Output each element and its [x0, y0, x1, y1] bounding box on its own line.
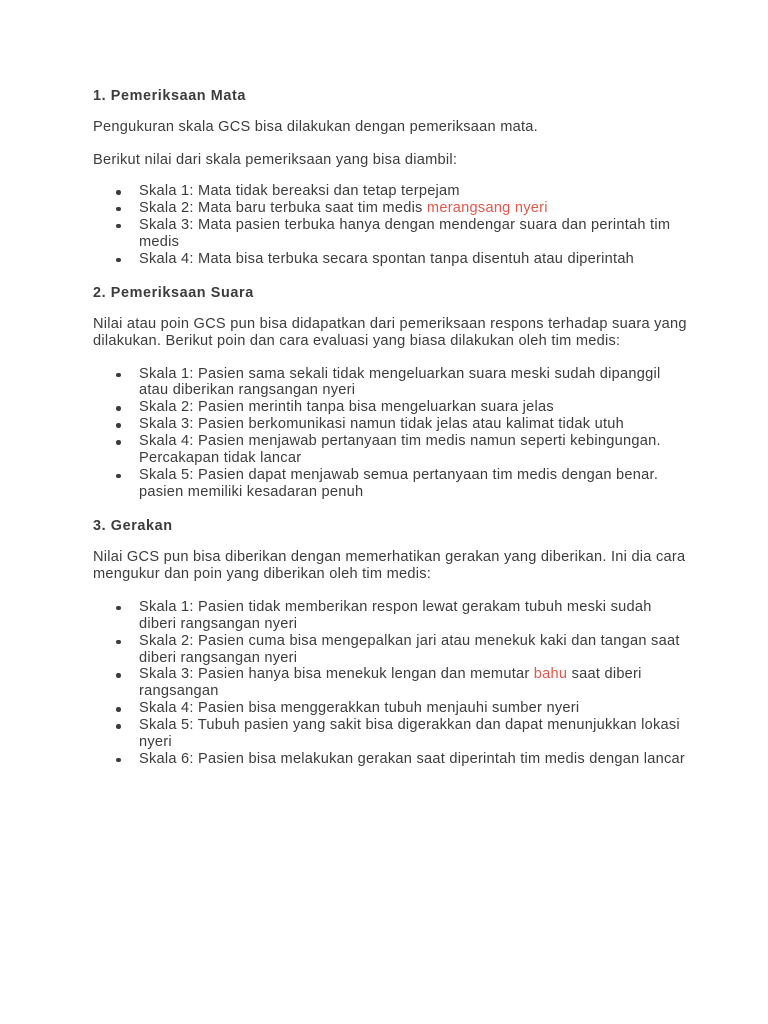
- list-item: Skala 4: Pasien bisa menggerakkan tubuh menjauhi sumber nyeri: [139, 700, 693, 717]
- list-item: [139, 200, 693, 217]
- list-item: Skala 5: Pasien dapat menjawab semua pertanyaan tim medis dengan benar. pasien memiliki kesadaran penuh: [139, 467, 693, 501]
- link-bahu[interactable]: bahu: [533, 666, 568, 683]
- list-item: Skala 6: Pasien bisa melakukan gerakan saat diperintah tim medis dengan lancar: [139, 751, 693, 768]
- section-intro: Pengukuran skala GCS bisa dilakukan dengan pemeriksaan mata.: [93, 119, 538, 135]
- list-item: Skala 3: Pasien berkomunikasi namun tidak jelas atau kalimat tidak utuh: [139, 416, 693, 433]
- list-item: [139, 666, 693, 700]
- section-heading-gerakan: 3. Gerakan: [93, 517, 173, 534]
- section-lead: Berikut nilai dari skala pemeriksaan yang bisa diambil:: [93, 152, 458, 168]
- section-intro: Nilai atau poin GCS pun bisa didapatkan dari pemeriksaan respons terhadap suara yang dilakukan. Berikut poin dan cara evaluasi yang biasa dilakukan oleh tim medis:: [93, 315, 687, 349]
- list-item: Skala 1: Mata tidak bereaksi dan tetap terpejam: [139, 183, 693, 200]
- link-merangsang-nyeri[interactable]: merangsang nyeri: [426, 199, 548, 216]
- list-item: Skala 3: Mata pasien terbuka hanya dengan mendengar suara dan perintah tim medis: [139, 217, 693, 251]
- list-item: Skala 4: Mata bisa terbuka secara spontan tanpa disentuh atau diperintah: [139, 251, 693, 268]
- list-item: Skala 2: Pasien cuma bisa mengepalkan jari atau menekuk kaki dan tangan saat diberi rangsangan nyeri: [139, 633, 693, 667]
- list-item: Skala 1: Pasien tidak memberikan respon lewat gerakam tubuh meski sudah diberi rangsangan nyeri: [139, 599, 693, 633]
- list-item-text: Skala 2: Mata baru terbuka saat tim medis: [139, 199, 427, 216]
- section-heading-pemeriksaan-suara: 2. Pemeriksaan Suara: [93, 284, 254, 301]
- scale-list-mata: [93, 183, 693, 268]
- section-intro: Nilai GCS pun bisa diberikan dengan memerhatikan gerakan yang diberikan. Ini dia cara mengukur dan poin yang diberikan oleh tim medis:: [93, 548, 686, 582]
- list-item: Skala 5: Tubuh pasien yang sakit bisa digerakkan dan dapat menunjukkan lokasi nyeri: [139, 717, 693, 751]
- scale-list-suara: [93, 366, 693, 501]
- list-item: Skala 4: Pasien menjawab pertanyaan tim medis namun seperti kebingungan. Percakapan tidak lancar: [139, 433, 693, 467]
- list-item-text: Skala 3: Pasien hanya bisa menekuk lengan dan memutar: [139, 666, 534, 683]
- section-heading-pemeriksaan-mata: 1. Pemeriksaan Mata: [93, 88, 246, 104]
- document-page: [93, 87, 693, 784]
- list-item-text: saat diberi rangsangan: [139, 666, 642, 700]
- list-item: Skala 1: Pasien sama sekali tidak mengeluarkan suara meski sudah dipanggil atau diberikan rangsangan nyeri: [139, 366, 693, 400]
- list-item: Skala 2: Pasien merintih tanpa bisa mengeluarkan suara jelas: [139, 399, 693, 416]
- scale-list-gerakan: [93, 599, 693, 768]
